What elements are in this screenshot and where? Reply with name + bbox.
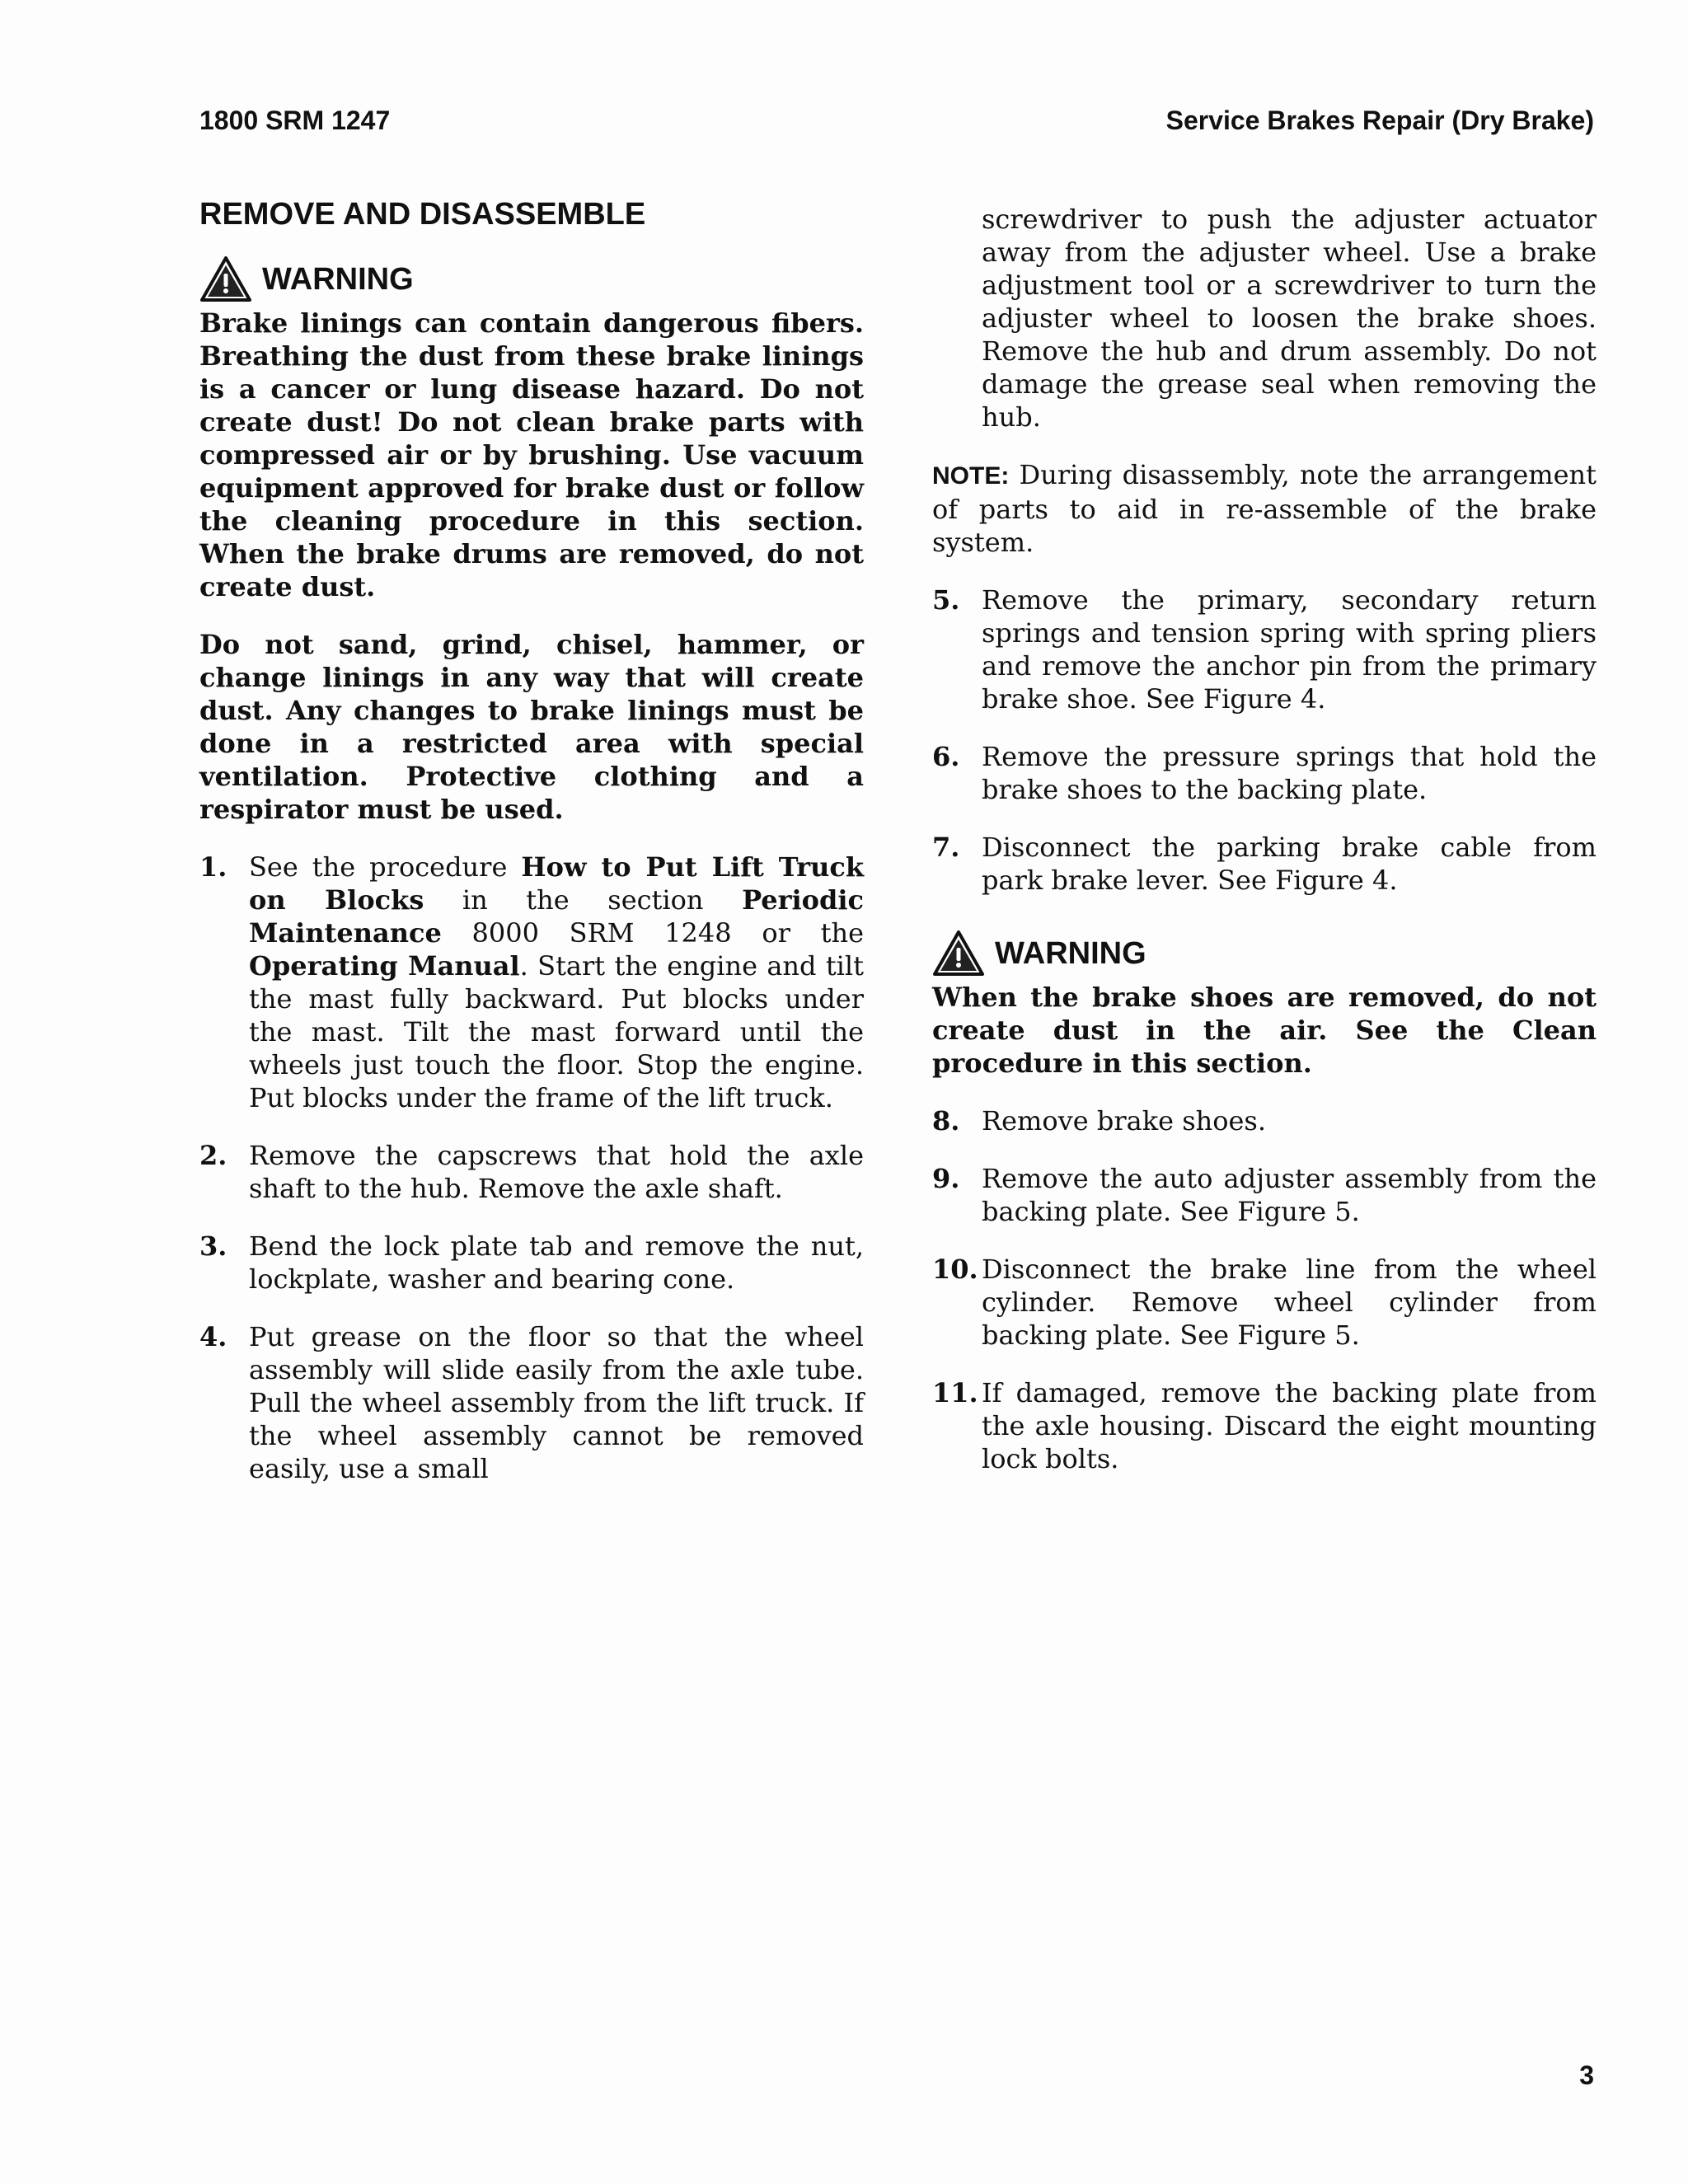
step-text: Remove the auto adjuster assembly from the backing plate. See Figure 5.	[982, 1163, 1597, 1227]
step-number: 5.	[932, 584, 960, 616]
step-number: 9.	[932, 1163, 960, 1194]
step-text: Remove the capscrews that hold the axle shaft to the hub. Remove the axle shaft.	[249, 1140, 864, 1204]
step-number: 11.	[932, 1377, 978, 1408]
procedure-reference: How to Put Lift Truck on Blocks	[249, 851, 865, 916]
header-section-title: Service Brakes Repair (Dry Brake)	[1165, 105, 1594, 135]
step-item	[932, 1376, 1597, 1475]
step-text	[249, 851, 864, 1114]
step-number: 2.	[199, 1140, 227, 1171]
warning-triangle-icon	[199, 255, 252, 303]
note-label: NOTE:	[932, 462, 1010, 490]
step-item	[932, 583, 1597, 715]
step-text: If damaged, remove the backing plate from the axle housing. Discard the eight mounting lock bolts.	[982, 1377, 1597, 1474]
step-text: Disconnect the parking brake cable from park brake lever. See Figure 4.	[982, 832, 1597, 896]
step-text: Remove the primary, secondary return springs and tension spring with spring pliers and remove the anchor pin from the primary brake shoe. See Figure 4.	[982, 584, 1597, 715]
step-item	[932, 1104, 1597, 1137]
step-number: 8.	[932, 1105, 960, 1137]
step-item	[199, 851, 864, 1114]
warning-heading	[199, 255, 864, 303]
header-doc-number: 1800 SRM 1247	[199, 105, 391, 135]
warning-label: WARNING	[995, 936, 1146, 971]
warning-label: WARNING	[262, 262, 414, 297]
step-item	[932, 1253, 1597, 1352]
step-text-run: in the section	[424, 884, 743, 916]
step-text-run: 8000 SRM 1248 or the	[441, 917, 864, 949]
step-number: 4.	[199, 1321, 227, 1352]
warning-triangle-icon	[932, 930, 985, 977]
left-column	[199, 194, 864, 1510]
step-item	[199, 1320, 864, 1485]
section-reference: Periodic Maintenance	[249, 884, 865, 949]
step-text: Disconnect the brake line from the wheel cylinder. Remove wheel cylinder from backing plate. See Figure 5.	[982, 1254, 1597, 1351]
step-number: 3.	[199, 1230, 227, 1262]
warning-text: When the brake shoes are removed, do not create dust in the air. See the Clean procedure in this section.	[932, 982, 1597, 1079]
step-item	[199, 1230, 864, 1296]
step-item	[932, 740, 1597, 806]
step-text: Remove brake shoes.	[982, 1105, 1267, 1137]
step-text: Remove the pressure springs that hold the brake shoes to the backing plate.	[982, 741, 1597, 805]
step-item	[932, 1162, 1597, 1228]
step-item	[199, 1139, 864, 1205]
step-text: Bend the lock plate tab and remove the nut, lockplate, washer and bearing cone.	[249, 1230, 864, 1295]
warning-heading	[932, 930, 1597, 977]
note	[932, 458, 1597, 559]
step-number: 10.	[932, 1254, 978, 1285]
page-number: 3	[1579, 2060, 1594, 2090]
step-number: 1.	[199, 851, 227, 883]
warning-text: Do not sand, grind, chisel, hammer, or change linings in any way that will create dust. Any changes to brake linings must be done in a restricted area with special ventilation. Protective clothing and a respirator must be used.	[199, 629, 864, 825]
step-text: Put grease on the floor so that the wheel assembly will slide easily from the axle tube. Pull the wheel assembly from the lift truck. If the wheel assembly cannot be removed easily, use a small	[249, 1321, 864, 1484]
step-text-run: See the procedure	[249, 851, 522, 883]
step-number: 7.	[932, 832, 960, 863]
step-item	[932, 831, 1597, 897]
warning-text: Brake linings can contain dangerous fibers. Breathing the dust from these brake linings is a cancer or lung disease hazard. Do not create dust! Do not clean brake parts with compressed air or by brushing. Use vacuum equipment approved for brake dust or follow the cleaning procedure in this section. When the brake drums are removed, do not create dust.	[199, 307, 864, 602]
right-column	[932, 203, 1597, 1500]
step-continuation: screwdriver to push the adjuster actuator away from the adjuster wheel. Use a brake adjustment tool or a screwdriver to turn the adjuster wheel to loosen the brake shoes. Remove the hub and drum assembly. Do not damage the grease seal when removing the hub.	[982, 204, 1597, 433]
section-title: REMOVE AND DISASSEMBLE	[199, 197, 646, 232]
note-text: During disassembly, note the arrangement of parts to aid in re-assemble of the brake system.	[932, 459, 1597, 558]
step-number: 6.	[932, 741, 960, 772]
step-text-run: . Start the engine and tilt the mast fully backward. Put blocks under the mast. Tilt the mast forward until the wheels just touch the floor. Stop the engine. Put blocks under the frame of the lift truck.	[249, 950, 865, 1113]
manual-reference: Operating Manual	[249, 950, 520, 982]
